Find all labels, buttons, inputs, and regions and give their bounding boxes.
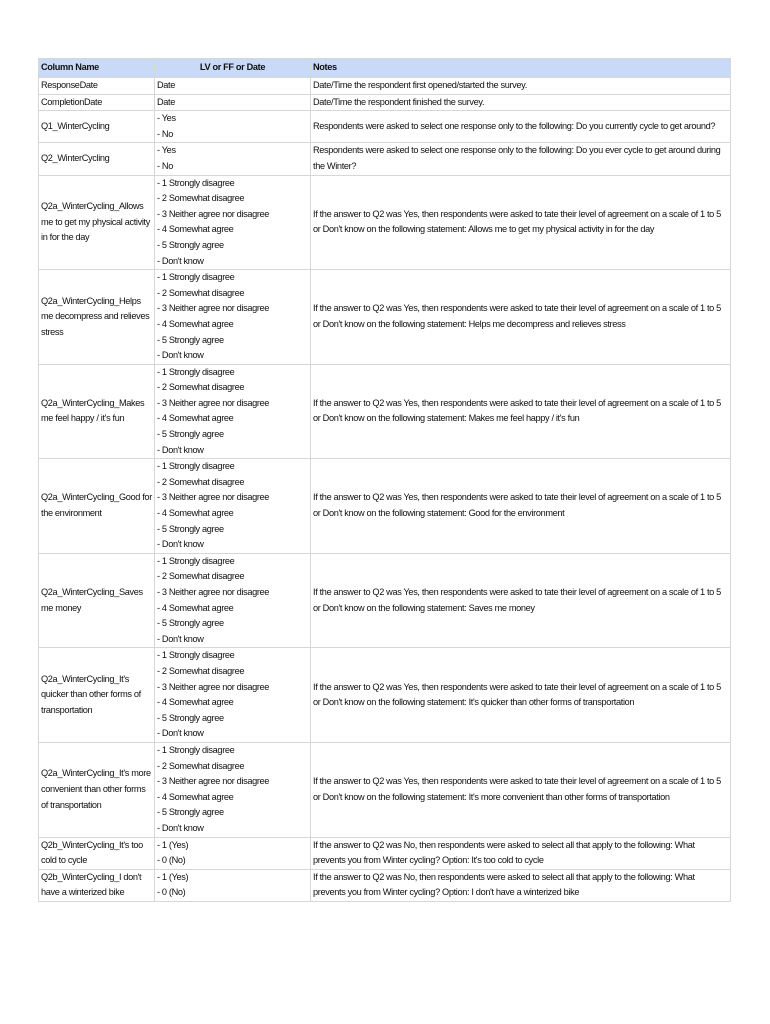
row-column-name: Q2a_WinterCycling_Allows me to get my physical activity in for the day [39, 175, 155, 270]
header-row [39, 59, 731, 78]
row-column-name: CompletionDate [39, 94, 155, 111]
row-column-name: Q2a_WinterCycling_Saves me money [39, 553, 155, 648]
header-column-name: Column Name [39, 59, 155, 78]
table-row [39, 869, 731, 901]
row-type-values: - Yes - No [155, 111, 311, 143]
table-row [39, 78, 731, 95]
row-type-values: Date [155, 78, 311, 95]
table-row [39, 111, 731, 143]
row-column-name: Q1_WinterCycling [39, 111, 155, 143]
row-type-values: - 1 Strongly disagree - 2 Somewhat disagree - 3 Neither agree nor disagree - 4 Somewhat agree - 5 Strongly agree - Don't know [155, 459, 311, 554]
row-notes: Respondents were asked to select one response only to the following: Do you ever cycle to get around during the Winter? [311, 143, 731, 175]
row-type-values: - 1 (Yes) - 0 (No) [155, 837, 311, 869]
row-notes: If the answer to Q2 was Yes, then respondents were asked to tate their level of agreement on a scale of 1 to 5 or Don't know on the following statement: Makes me feel happy / it's fun [311, 364, 731, 459]
row-column-name: Q2a_WinterCycling_Makes me feel happy / it's fun [39, 364, 155, 459]
row-column-name: Q2a_WinterCycling_It's more convenient than other forms of transportation [39, 742, 155, 837]
row-notes: If the answer to Q2 was No, then respondents were asked to select all that apply to the following: What prevents you from Winter cycling? Option: I don't have a winterized bike [311, 869, 731, 901]
row-type-values: Date [155, 94, 311, 111]
row-type-values: - 1 Strongly disagree - 2 Somewhat disagree - 3 Neither agree nor disagree - 4 Somewhat agree - 5 Strongly agree - Don't know [155, 553, 311, 648]
row-type-values: - Yes - No [155, 143, 311, 175]
row-notes: If the answer to Q2 was Yes, then respondents were asked to tate their level of agreement on a scale of 1 to 5 or Don't know on the following statement: It's quicker than other forms of transportation [311, 648, 731, 743]
row-notes: Date/Time the respondent finished the survey. [311, 94, 731, 111]
table-row [39, 459, 731, 554]
row-notes: If the answer to Q2 was Yes, then respondents were asked to tate their level of agreement on a scale of 1 to 5 or Don't know on the following statement: Allows me to get my physical activity in for the day [311, 175, 731, 270]
table-row [39, 648, 731, 743]
table-row [39, 553, 731, 648]
row-notes: If the answer to Q2 was Yes, then respondents were asked to tate their level of agreement on a scale of 1 to 5 or Don't know on the following statement: Good for the environment [311, 459, 731, 554]
table-row [39, 270, 731, 365]
row-notes: If the answer to Q2 was No, then respondents were asked to select all that apply to the following: What prevents you from Winter cycling? Option: It's too cold to cycle [311, 837, 731, 869]
row-column-name: Q2_WinterCycling [39, 143, 155, 175]
row-notes: If the answer to Q2 was Yes, then respondents were asked to tate their level of agreement on a scale of 1 to 5 or Don't know on the following statement: Saves me money [311, 553, 731, 648]
table-row [39, 94, 731, 111]
row-column-name: Q2a_WinterCycling_Helps me decompress and relieves stress [39, 270, 155, 365]
row-column-name: Q2a_WinterCycling_Good for the environment [39, 459, 155, 554]
data-dictionary-table [38, 58, 731, 902]
table-row [39, 742, 731, 837]
row-notes: If the answer to Q2 was Yes, then respondents were asked to tate their level of agreement on a scale of 1 to 5 or Don't know on the following statement: Helps me decompress and relieves stress [311, 270, 731, 365]
row-notes: If the answer to Q2 was Yes, then respondents were asked to tate their level of agreement on a scale of 1 to 5 or Don't know on the following statement: It's more convenient than other forms of transportation [311, 742, 731, 837]
table-row [39, 364, 731, 459]
table-row [39, 837, 731, 869]
row-type-values: - 1 Strongly disagree - 2 Somewhat disagree - 3 Neither agree nor disagree - 4 Somewhat agree - 5 Strongly agree - Don't know [155, 648, 311, 743]
row-type-values: - 1 Strongly disagree - 2 Somewhat disagree - 3 Neither agree nor disagree - 4 Somewhat agree - 5 Strongly agree - Don't know [155, 175, 311, 270]
header-type: LV or FF or Date [155, 59, 311, 78]
row-column-name: Q2a_WinterCycling_It's quicker than other forms of transportation [39, 648, 155, 743]
header-notes: Notes [311, 59, 731, 78]
row-column-name: Q2b_WinterCycling_I don't have a winterized bike [39, 869, 155, 901]
row-type-values: - 1 (Yes) - 0 (No) [155, 869, 311, 901]
row-type-values: - 1 Strongly disagree - 2 Somewhat disagree - 3 Neither agree nor disagree - 4 Somewhat agree - 5 Strongly agree - Don't know [155, 742, 311, 837]
row-notes: Date/Time the respondent first opened/started the survey. [311, 78, 731, 95]
row-type-values: - 1 Strongly disagree - 2 Somewhat disagree - 3 Neither agree nor disagree - 4 Somewhat agree - 5 Strongly agree - Don't know [155, 364, 311, 459]
row-notes: Respondents were asked to select one response only to the following: Do you currently cycle to get around? [311, 111, 731, 143]
row-type-values: - 1 Strongly disagree - 2 Somewhat disagree - 3 Neither agree nor disagree - 4 Somewhat agree - 5 Strongly agree - Don't know [155, 270, 311, 365]
table-row [39, 175, 731, 270]
row-column-name: ResponseDate [39, 78, 155, 95]
row-column-name: Q2b_WinterCycling_It's too cold to cycle [39, 837, 155, 869]
table-row [39, 143, 731, 175]
